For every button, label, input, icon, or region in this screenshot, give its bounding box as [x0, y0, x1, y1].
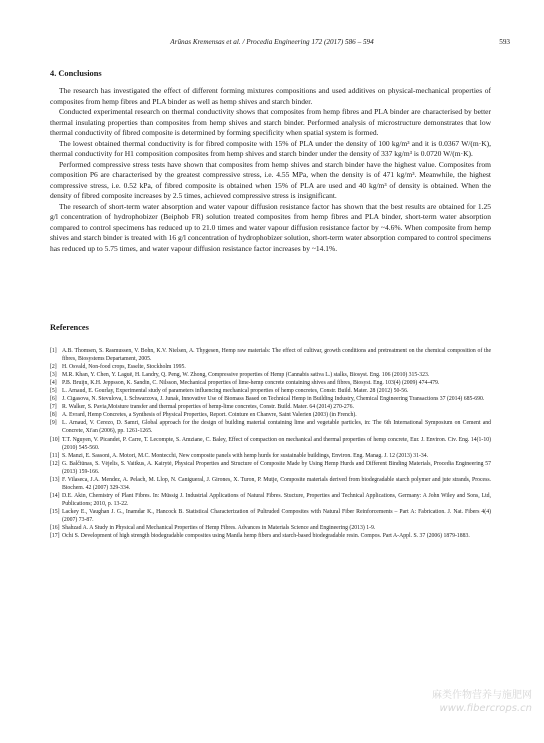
page-number: 593 [499, 38, 510, 46]
reference-text: S. Manzi, E. Sassoni, A. Motori, M.C. Montecchi, New composite panels with hemp hurds for sustainable buildings, Environ. Eng. Manag. J. 12 (2013) 31-34. [62, 452, 429, 459]
reference-item [50, 371, 491, 379]
conclusions-paragraph: Performed compressive stress tests have shown that composites from hemp shives and starch binder have the highest value. Composites from composition P6 are characterised by the greatest compressive stress, i.e. 4.55 MPa, when the density is of 471 kg/m³. Meanwhile, the highest compressive stress, i.e. 0.52 kPa, of fibred composite is obtained when 15% of PLA are used and 40 kg/m³ of density is obtained. When the density of fibred composite increases by 2.5 times, achieved compressive stress is insignificant. [50, 159, 491, 200]
reference-number: [10] [50, 436, 60, 443]
reference-item [50, 363, 491, 371]
conclusions-paragraph: The lowest obtained thermal conductivity is for fibred composite with 15% of PLA under the density of 100 kg/m³ and it is 0.0367 W/(m·K), thermal conductivity for H1 composition composites from hemp shives and starch binder under the density of 337 kg/m³ is 0.0720 W/(m·K). [50, 138, 491, 158]
reference-text: Shahzad A. A Study in Physical and Mechanical Properties of Hemp Fibres. Advances in Materials Science and Engineering (2013) 1-9. [62, 525, 376, 532]
running-head: Arūnas Kremensas et al. / Procedia Engineering 172 (2017) 586 – 594 [170, 38, 374, 46]
reference-text: L. Arnaud, V. Cerezo, D. Samri, Global approach for the design of building material containing lime and vegetable particles, in: The 6th International Symposium on Cement and Concrete, Xi'an (2006), pp. 1261-1265. [62, 420, 491, 435]
conclusions-body [50, 86, 491, 254]
reference-number: [5] [50, 388, 57, 395]
reference-text: M.R. Khan, Y. Chen, Y. Laguë, H. Landry, Q. Peng, W. Zhong, Compressive properties of Hemp (Cannabis sativa L.) stalks, Biosyst. Eng. 106 (2010) 315-323. [62, 372, 430, 379]
reference-item [50, 508, 491, 524]
reference-number: [14] [50, 492, 60, 499]
reference-number: [15] [50, 508, 60, 515]
reference-text: H. Osvald, Non-food crops, Esselte, Stockholm 1995. [62, 364, 186, 371]
reference-text: A. Evrard, Hemp Concretes, a Synthesis of Physical Properties, Report. Cointure en Chanvre, Saint Valerien (2003) (in French). [62, 412, 357, 419]
reference-list [50, 347, 491, 540]
site-watermark [382, 689, 532, 715]
reference-number: [12] [50, 460, 60, 467]
reference-number: [1] [50, 348, 57, 354]
reference-item [50, 524, 491, 532]
reference-text: F. Vilaseca, J.A. Mendez, A. Pelach, M. Llop, N. Canigueral, J. Girones, X. Turon, P. Mutje, Composite materials derived from biodegradable starch polymer and jute strands, Process. Biochem. 42 (2007) 329-334. [62, 476, 491, 491]
reference-item [50, 395, 491, 403]
reference-text: J. Cigasova, N. Stevulova, I. Schwarzova, J. Junak, Innovative Use of Biomass Based on Technical Hemp in Building Industry, Chemical Engineering Transactions 37 (2014) 685-690. [62, 396, 485, 403]
reference-item [50, 387, 491, 395]
reference-text: D.E. Akin, Chemistry of Plant Fibres. In: Müssig J. Industrial Applications of Natural Fibres. Stucture, Properties and Technical Applications, Germany: A John Wiley and Sons, Ltd, Publications; 2010, p. 13-22. [62, 492, 491, 507]
reference-item [50, 436, 491, 452]
references-heading: References [50, 323, 89, 332]
reference-text: R. Walker, S. Pavia,Moisture transfer and thermal properties of hemp-lime concretes, Constr. Build. Mater. 64 (2014) 270-276. [62, 404, 354, 411]
reference-number: [7] [50, 404, 57, 411]
reference-item [50, 411, 491, 419]
reference-text: Lackey E., Vaughan J. G., Inamdar K., Hancock B. Statistical Characterization of Pultruded Composites with Natural Fiber Reinforcements – Part A: Fabrication. J. Nat. Fibers 4(4) (2007) 73-87. [62, 508, 491, 523]
reference-number: [8] [50, 412, 57, 419]
reference-item [50, 532, 491, 540]
conclusions-heading: 4. Conclusions [50, 69, 102, 78]
reference-item [50, 460, 491, 476]
reference-number: [13] [50, 476, 60, 483]
reference-number: [9] [50, 420, 57, 427]
reference-number: [2] [50, 364, 57, 371]
reference-number: [3] [50, 372, 57, 379]
reference-text: L. Arnaud, E. Gourlay, Experimental study of parameters influencing mechanical properties of hemp concretes, Constr. Build. Mater. 28 (2012) 50-56. [62, 388, 409, 395]
reference-text: Ochi S. Development of high strength biodegradable composites using Manila hemp fibers and starch-based biodegradable resin. Compos. Part A-Appl. S. 37 (2006) 1879-1883. [62, 533, 470, 540]
reference-text: T.T. Nguyen, V. Picandet, P. Carre, T. Lecompte, S. Amziane, C. Baley, Effect of compaction on mechanical and thermal properties of hemp concrete, Eur. J. Environ. Civ. Eng. 14(1-10) (2010) 545-560. [62, 436, 491, 451]
reference-number: [17] [50, 533, 60, 540]
conclusions-paragraph: The research of short-term water absorption and water vapour diffusion resistance factor has shown that the best results are obtained for 1.25 g/l concentration of hydrophobizer (Beiphob FR) solution treated composites from hemp fibres and PLA binder, short-term water absorption compared to control specimens has reduced up to 21.0 times and water vapour diffusion resistance factor by ~4.6%. When composite from hemp shives and starch binder is treated with 16 g/l concentration of hydrophobizer solution, short-term water absorption compared to control specimens has reduced up to 5.75 times, and water vapour diffusion resistance factor increases by ~14.1%. [50, 201, 491, 253]
watermark-url: www.fibercrops.cn [439, 703, 532, 714]
reference-item [50, 492, 491, 508]
reference-item [50, 347, 491, 363]
reference-number: [4] [50, 380, 57, 387]
watermark-title: 麻类作物营养与施肥网 [432, 690, 532, 701]
conclusions-paragraph: The research has investigated the effect of different forming mixtures compositions and used additives on physical-mechanical properties of composites from hemp fibres and PLA binder as well as hemp shives and starch binder. [50, 86, 491, 106]
conclusions-paragraph: Conducted experimental research on thermal conductivity shows that composites from hemp fibres and PLA binder are characterised by better thermal insulating properties than composites from hemp shives and starch binder. Performed analysis of microstructure demonstrates that low thermal conductivity of fibred composite is determined by forming specificity when spatial system is formed. [50, 107, 491, 137]
reference-text: A.B. Thomsen, S. Rasmussen, V. Bohn, K.V. Nielsen, A. Thygesen, Hemp raw materials: The effect of cultivar, growth conditions and pretreatment on the chemical composition of the fibres, Biosystems Departament, 2005. [62, 348, 491, 363]
reference-item [50, 452, 491, 460]
reference-item [50, 419, 491, 435]
reference-item [50, 403, 491, 411]
reference-number: [11] [50, 452, 60, 459]
reference-number: [6] [50, 396, 57, 403]
reference-text: G. Balčiūnas, S. Vėjelis, S. Vaitkus, A. Kairytė, Physical Properties and Structure of Composite Made by Using Hemp Hurds and Different Binding Materials, Procedia Engineering 57 (2013) 159-166. [62, 460, 491, 475]
reference-number: [16] [50, 525, 60, 532]
reference-item [50, 476, 491, 492]
reference-text: P.B. Bruijn, K.H. Jeppsson, K. Sandin, C. Nilsson, Mechanical properties of lime-hemp concrete containing shives and fibres, Biosyst. Eng. 103(4) (2009) 474-479. [62, 380, 440, 387]
reference-item [50, 379, 491, 387]
